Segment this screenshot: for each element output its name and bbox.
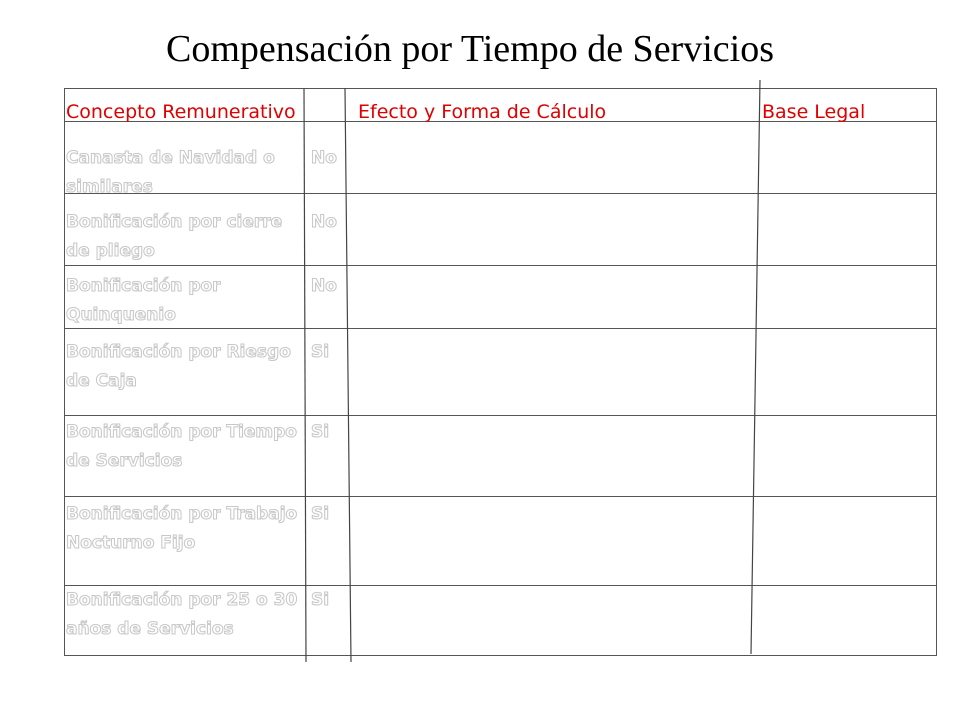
row-divider [65,496,936,497]
row-concept: Bonificación por Tiempo de Servicios [66,422,297,471]
header-concept: Concepto Remunerativo [66,101,296,123]
row-applies: Si [311,590,330,610]
row-concept: Bonificación por 25 o 30 años de Servicios [66,590,298,639]
page-title: Compensación por Tiempo de Servicios [166,28,774,70]
header-legal: Base Legal [762,101,866,123]
row-applies: No [311,276,337,296]
row-concept: Bonificación por cierre de pliego [66,212,283,261]
row-concept: Bonificación por Riesgo de Caja [66,342,291,391]
row-concept: Bonificación por Trabajo Nocturno Fijo [66,504,298,553]
row-applies: No [311,212,337,232]
header-effect: Efecto y Forma de Cálculo [358,101,607,123]
row-concept: Bonificación por Quinquenio [66,276,221,325]
row-concept: Canasta de Navidad o similares [66,148,275,197]
row-applies: Si [311,504,330,524]
row-applies: Si [311,422,330,442]
row-applies: Si [311,342,330,362]
row-applies: No [311,148,337,168]
row-divider [65,415,936,416]
